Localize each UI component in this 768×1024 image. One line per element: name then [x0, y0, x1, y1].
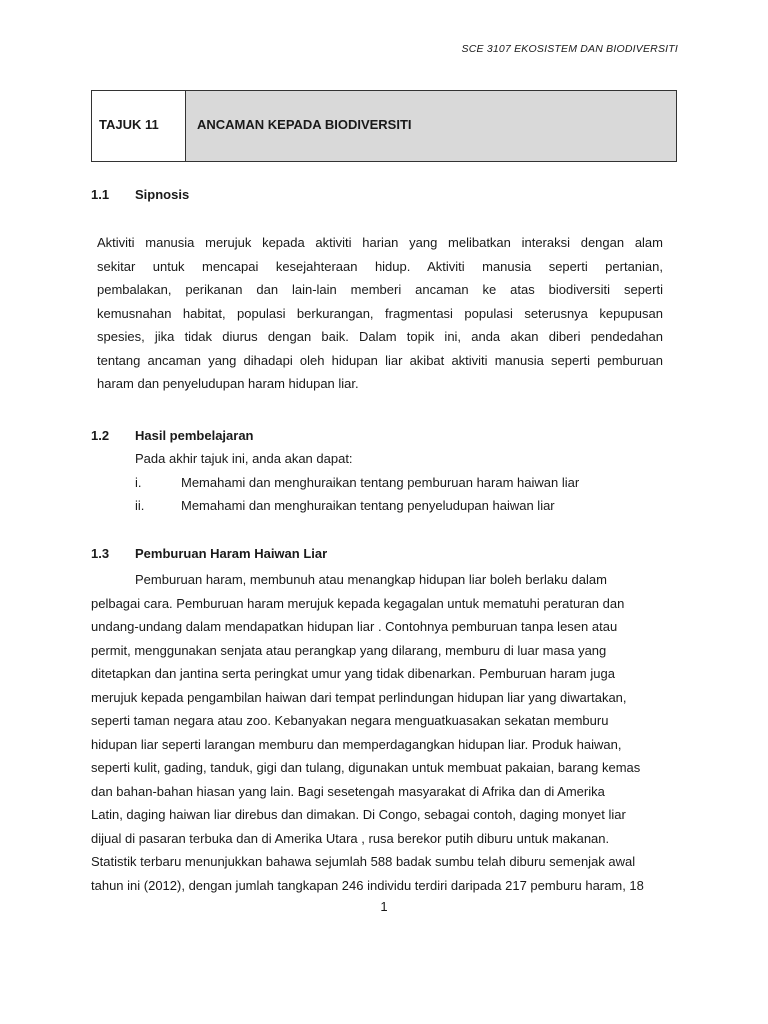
section-number: 1.2 — [91, 428, 110, 443]
text-line: ditetapkan dan jantina serta peringkat umur yang tidak dibenarkan. Pemburuan haram juga — [91, 666, 615, 681]
section-title: Pemburuan Haram Haiwan Liar — [135, 546, 328, 561]
topic-table — [91, 90, 677, 162]
section-heading-synopsis — [91, 187, 189, 202]
text-line: spesies, jika tidak diurus dengan baik. Dalam topik ini, anda akan diberi pendedahan — [97, 329, 663, 344]
synopsis-paragraph — [97, 231, 663, 396]
section-title: Hasil pembelajaran — [135, 428, 254, 443]
text-line: seperti kulit, gading, tanduk, gigi dan tulang, digunakan untuk membuat pakaian, barang kemas — [91, 760, 641, 775]
list-item — [135, 475, 579, 490]
section-number: 1.3 — [91, 546, 110, 561]
list-text: Memahami dan menghuraikan tentang pemburuan haram haiwan liar — [181, 475, 580, 490]
topic-number: TAJUK 11 — [92, 91, 186, 161]
outcomes-intro: Pada akhir tajuk ini, anda akan dapat: — [135, 451, 353, 466]
text-line: tentang ancaman yang dihadapi oleh hidupan liar akibat aktiviti manusia seperti pemburuan — [97, 352, 663, 368]
section-heading-poaching — [91, 546, 327, 561]
text-line: undang-undang dalam mendapatkan hidupan liar . Contohnya pemburuan tanpa lesen atau — [91, 619, 618, 634]
list-marker: ii. — [135, 498, 145, 513]
text-line: dan bahan-bahan hiasan yang lain. Bagi sesetengah masyarakat di Afrika dan di Amerika — [91, 783, 605, 799]
list-marker: i. — [135, 475, 142, 490]
text-line: tahun ini (2012), dengan jumlah tangkapan 246 individu terdiri daripada 217 pemburu haram, 18 — [91, 877, 644, 893]
text-line: haram dan penyeludupan haram hidupan liar. — [97, 376, 359, 391]
text-line: kemusnahan habitat, populasi berkurangan, fragmentasi populasi seterusnya kepupusan — [97, 305, 663, 321]
section-number: 1.1 — [91, 187, 110, 202]
topic-title: ANCAMAN KEPADA BIODIVERSITI — [186, 91, 676, 161]
text-line: Latin, daging haiwan liar direbus dan dimakan. Di Congo, sebagai contoh, daging monyet liar — [91, 807, 626, 822]
text-line: hidupan liar seperti larangan memburu dan memperdagangkan hidupan liar. Produk haiwan, — [91, 736, 622, 752]
text-line: sekitar untuk mencapai kesejahteraan hidup. Aktiviti manusia seperti pertanian, — [97, 258, 663, 274]
text-line: Aktiviti manusia merujuk kepada aktiviti harian yang melibatkan interaksi dengan alam — [97, 235, 663, 250]
poaching-paragraph — [91, 568, 681, 897]
running-header: SCE 3107 EKOSISTEM DAN BIODIVERSITI — [461, 43, 678, 55]
list-text: Memahami dan menghuraikan tentang penyeludupan haiwan liar — [181, 498, 555, 513]
list-item — [135, 498, 555, 513]
text-line: pembalakan, perikanan dan lain-lain memberi ancaman ke atas biodiversiti seperti — [97, 282, 663, 297]
page-number: 1 — [380, 899, 388, 914]
text-line: seperti taman negara atau zoo. Kebanyakan negara menguatkuasakan sekatan memburu — [91, 713, 609, 728]
section-heading-outcomes — [91, 428, 254, 443]
section-title: Sipnosis — [135, 187, 190, 202]
text-line: pelbagai cara. Pemburuan haram merujuk kepada kegagalan untuk mematuhi peraturan dan — [91, 595, 625, 611]
text-line: dijual di pasaran terbuka dan di Amerika Utara , rusa berekor putih diburu untuk makanan. — [91, 830, 610, 846]
text-line: Pemburuan haram, membunuh atau menangkap hidupan liar boleh berlaku dalam — [135, 572, 607, 587]
text-line: Statistik terbaru menunjukkan bahawa sejumlah 588 badak sumbu telah diburu semenjak awal — [91, 854, 636, 869]
text-line: permit, menggunakan senjata atau perangkap yang dilarang, memburu di luar masa yang — [91, 642, 607, 658]
text-line: merujuk kepada pengambilan haiwan dari tempat perlindungan hidupan liar yang diwartakan, — [91, 689, 627, 705]
